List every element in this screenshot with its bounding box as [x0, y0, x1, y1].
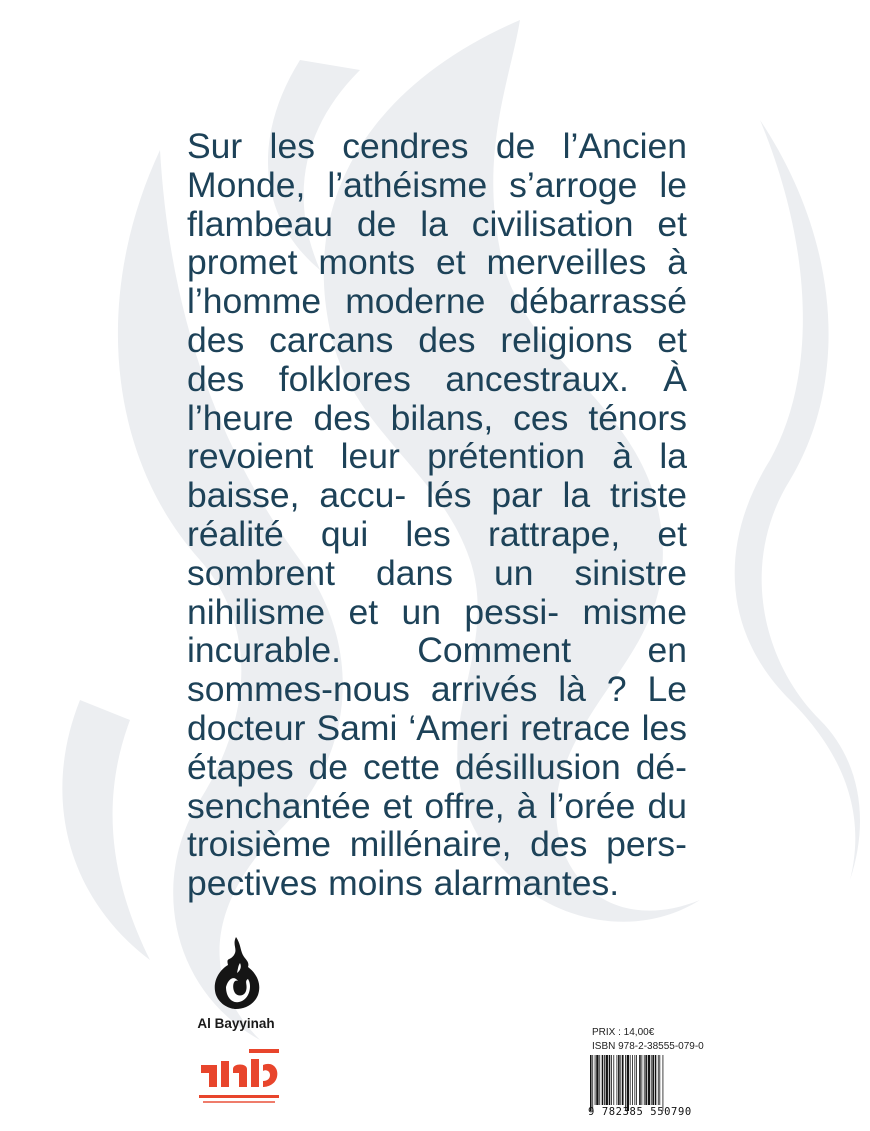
- barcode-bar: [596, 1055, 598, 1105]
- blurb-line: troisième millénaire, des pers-: [187, 824, 687, 865]
- barcode-bar: [617, 1055, 618, 1105]
- price-label: PRIX : 14,00€: [592, 1027, 655, 1038]
- barcode-bar: [658, 1055, 659, 1105]
- barcode-bar: [659, 1055, 660, 1105]
- barcode-bar: [641, 1055, 642, 1105]
- blurb-line: rattrape, et sombrent dans un: [187, 513, 687, 593]
- blurb-line: sommes-nous arrivés là ? Le: [187, 669, 687, 710]
- blurb-line: des bilans, ces ténors revoient: [187, 397, 687, 477]
- blurb-line: pectives moins alarmantes.: [187, 863, 620, 904]
- blurb-line: des carcans des religions et des: [187, 319, 687, 399]
- barcode-bar: [630, 1055, 631, 1105]
- barcode-bar: [592, 1055, 593, 1111]
- rawassekh-logo-icon: [193, 1047, 285, 1109]
- barcode-bar: [622, 1055, 624, 1105]
- blurb-line: lés par la triste réalité qui les: [187, 475, 687, 554]
- blurb-line: senchantée et offre, à l’orée du: [187, 785, 687, 826]
- barcode-bar: [604, 1055, 605, 1105]
- barcode-bar: [645, 1055, 647, 1105]
- barcode-bar: [663, 1055, 664, 1111]
- barcode-bar: [648, 1055, 650, 1105]
- barcode-bar: [651, 1055, 652, 1105]
- barcode-bar: [611, 1055, 612, 1105]
- back-cover-blurb: [187, 127, 687, 903]
- blurb-line: étapes de cette désillusion dé-: [187, 746, 687, 787]
- blurb-line: docteur Sami ‘Ameri retrace les: [187, 707, 687, 748]
- blurb-line: Monde, l’athéisme s’arroge le: [187, 164, 687, 205]
- barcode-bar: [606, 1055, 608, 1105]
- isbn-label: ISBN 978-2-38555-079-0: [592, 1041, 704, 1052]
- barcode-bar: [634, 1055, 635, 1105]
- barcode-bar: [590, 1055, 592, 1111]
- barcode-bar: [613, 1055, 614, 1105]
- barcode-bar: [599, 1055, 600, 1105]
- barcode-bar: [632, 1055, 633, 1105]
- barcode-bar: [639, 1055, 641, 1105]
- barcode-bar: [655, 1055, 657, 1105]
- blurb-line: misme incurable. Comment en: [187, 591, 687, 671]
- blurb-line: Sur les cendres de l’Ancien: [187, 126, 687, 166]
- barcode-bar: [602, 1055, 604, 1105]
- barcode-bar: [609, 1055, 611, 1105]
- barcode-bar: [644, 1055, 645, 1105]
- barcode-bar: [652, 1055, 654, 1105]
- blurb-line: promet monts et merveilles à: [187, 242, 687, 283]
- barcode-bar: [620, 1055, 621, 1105]
- barcode-digits: 9 782385 550790: [588, 1106, 692, 1118]
- flame-calligraphy-logo-icon: [204, 935, 268, 1011]
- blurb-line: folklores ancestraux. À l’heure: [187, 358, 687, 438]
- blurb-line: l’homme moderne débarrassé: [187, 281, 687, 322]
- ean-barcode-icon: [588, 1055, 692, 1111]
- barcode-bar: [595, 1055, 596, 1105]
- barcode-bar: [636, 1055, 637, 1105]
- publisher-name: Al Bayyinah: [197, 1016, 275, 1031]
- blurb-line: leur prétention à la baisse, accu-: [187, 436, 687, 516]
- blurb-line: flambeau de la civilisation et: [187, 203, 687, 244]
- barcode-bar: [618, 1055, 620, 1105]
- blurb-line: sinistre nihilisme et un pessi-: [187, 552, 687, 632]
- barcode-bar: [625, 1055, 626, 1111]
- barcode-bar: [627, 1055, 629, 1111]
